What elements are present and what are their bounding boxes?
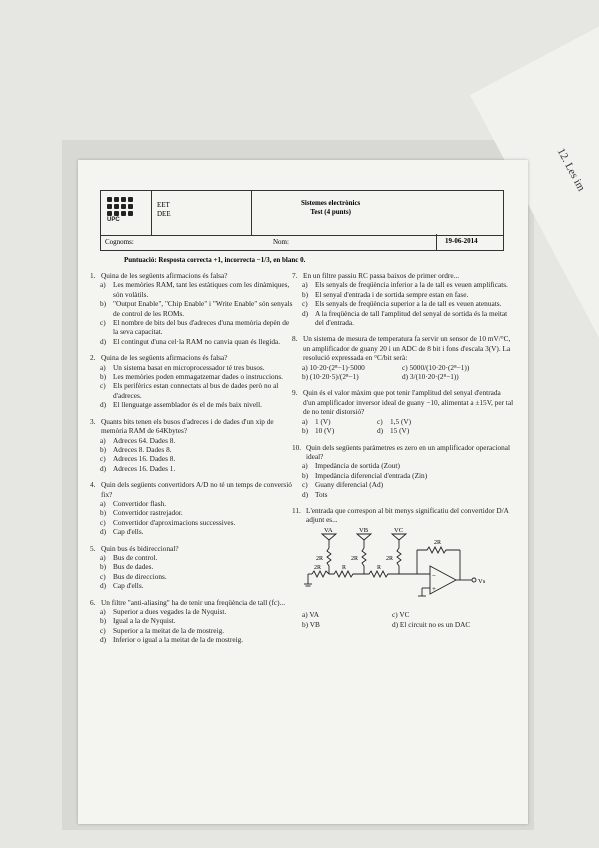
question-9: 9. Quin és el valor màxim que pot tenir l'amplitud del senyal d'entrada d'un amplificador inversor ideal de guany −10, alimentat a ±15V, per tal de no tenir distorsió? a) 1 (V) c) 1,5 (V) b) 10 (V) d) 15 (V) [292,388,514,436]
dac-circuit-diagram [302,528,497,604]
answer-option [90,581,295,590]
right-column [292,271,514,636]
svg-text:2R: 2R [316,555,324,562]
option-text: Impedància diferencial d'entrada (Zin) [315,470,428,480]
answer-option [90,454,295,463]
answer-option [90,499,295,508]
question-number: 1. [90,271,96,280]
question-11-text: L'entrada que correspon al bit menys significatiu del convertidor D/A adjunt es... [306,505,509,525]
svg-text:2R: 2R [351,555,359,562]
question-text: Quina de les següents afirmacions és falsa? [101,271,228,280]
question-text: Quin dels següents convertidors A/D no té un temps de conversió fix? [101,480,292,499]
option-letter: c) [100,625,106,635]
subject-block [301,199,360,217]
option-letter: d) [302,489,309,499]
option-text: A la freqüència de tall l'amplitud del senyal de sortida és la meitat del d'entrada. [315,308,508,328]
option-text: Impedància de sortida (Zout) [315,461,400,471]
answer-option [90,508,295,517]
exam-date: 19-06-2014 [445,237,478,245]
option-text: Les memòries poden emmagatzemar dades o instruccions. [113,372,284,382]
answer-option [90,372,295,381]
left-column [90,271,295,652]
option-text: Bus de control. [113,552,158,562]
answer-option [90,299,295,318]
q11-option-b: b) VB [302,619,320,629]
answer-option [90,562,295,571]
option-letter: d) [302,308,309,318]
question-10: 10. Quin dels següents paràmetres es zero en un amplificador operacional ideal? a) Impedància de sortida (Zout) b) Impedància diferencial d'entrada (Zin) c) Guany diferencial (Ad) d) Tots [292,443,514,499]
option-letter: b) [100,299,107,309]
answer-option [90,400,295,409]
option-text: Adreces 16. Dades 8. [113,454,176,464]
option-text: Cap d'ells. [113,581,144,591]
answer-option [90,445,295,454]
answer-option [90,381,295,400]
answer-option [90,626,295,635]
answer-option [90,607,295,616]
answer-option [90,553,295,562]
option-letter: a) [100,607,106,616]
svg-text:2R: 2R [314,564,322,571]
question-text: Quants bits tenen els busos d'adreces i de dades d'un xip de memòria RAM de 64Kbytes? [101,416,274,436]
q8-option-a: a) 10·20·(2⁸−1)·5000 [302,362,365,372]
name-bar [100,234,504,251]
option-letter: b) [302,289,309,299]
option-letter: c) [100,571,106,581]
question-8: 8. Un sistema de mesura de temperatura fa servir un sensor de 10 mV/°C, un amplificador de guany 20 i un ADC de 8 bit i fons d'escala 3(V). La resolució expressada en °C/bit serà: a) 10·20·(2⁸−1)·5000 c) 5000/(10·20·(2⁸−1)) b) (10·20·5)/(2⁸−1) d) 3/(10·20·(2⁸−1)) [292,334,514,381]
q11-option-a: a) VA [302,610,319,620]
option-text: Convertidor flash. [113,498,167,508]
option-text: Els senyals de freqüència inferior a la de tall es veuen amplificats. [315,280,508,290]
q9-option-c: 1,5 (V) [390,416,412,426]
option-letter: d) [100,581,107,591]
option-text: Superior a dues vegades la de Nyquist. [113,607,227,616]
answer-option [90,572,295,581]
question-11: 11. L'entrada que correspon al bit menys significatiu del convertidor D/A adjunt es... − + VA VB VC 2R 2R 2R 2R R R 2R Vs a) VA c) VC b) VB d) El circuit no es un DAC [292,506,514,629]
exam-sheet [78,160,528,824]
q11-option-c: c) VC [392,610,410,620]
answer-option [90,518,295,527]
q8-option-b: b) (10·20·5)/(2⁸−1) [302,372,359,382]
option-letter: a) [100,552,106,562]
option-text: El senyal d'entrada i de sortida sempre estan en fase. [315,289,469,299]
option-text: Igual a la de Nyquist. [113,616,176,626]
answer-option [292,490,514,499]
second-sheet-text: 12. Les im [554,146,588,194]
option-letter: a) [100,280,106,290]
option-text: Els senyals de freqüència superior a la de tall es veuen atenuats. [315,299,502,309]
option-letter: b) [100,444,107,454]
question-1 [90,271,295,346]
answer-option [292,471,514,480]
question-10-text: Quin dels següents paràmetres es zero en un amplificador operacional ideal? [306,442,511,461]
option-text: Convertidor rastrejador. [113,508,183,518]
option-letter: d) [100,336,107,346]
option-text: Cap d'ells. [113,527,144,537]
answer-option [292,280,514,289]
option-text: Un sistema basat en microprocessador té tres busos. [113,362,265,372]
q9-option-d: 15 (V) [390,426,410,436]
option-text: El contingut d'una cel·la RAM no canvia quan és llegida. [113,336,281,346]
svg-text:−: − [432,571,436,580]
option-letter: d) [100,635,107,645]
question-4 [90,480,295,536]
option-letter: b) [100,616,107,626]
q9-option-a: 1 (V) [315,416,331,426]
option-text: El nombre de bits del bus d'adreces d'una memòria depèn de la seva capacitat. [113,318,290,337]
question-number: 5. [90,543,96,553]
question-5 [90,544,295,591]
answer-option [292,290,514,299]
answer-option [292,461,514,470]
question-number: 4. [90,480,96,490]
test-title: Test (4 punts) [310,208,351,216]
logo-text: UPC [107,217,120,223]
code-1: EET [157,201,170,209]
university-logo [107,197,141,223]
input-vc-label: VC [394,527,404,534]
option-text: Adreces 64. Dades 8. [113,435,176,445]
option-text: El llenguatge assemblador és el de més baix nivell. [113,400,262,410]
question-7-text: En un filtre passiu RC passa baixos de primer ordre... [303,271,460,280]
name-label: Nom: [273,238,289,246]
answer-option [90,464,295,473]
option-text: Guany diferencial (Ad) [315,480,384,490]
option-letter: c) [302,299,308,309]
option-text: Bus de dades. [113,562,154,572]
question-text: Quina de les següents afirmacions és falsa? [101,353,228,363]
scoring-rule: Puntuació: Resposta correcta +1, incorrecta −1/3, en blanc 0. [124,256,306,264]
option-letter: d) [100,400,107,410]
question-2 [90,353,295,409]
option-letter: a) [100,498,106,508]
code-2: DEE [157,210,171,218]
input-vb-label: VB [359,527,369,534]
question-8-text: Un sistema de mesura de temperatura fa servir un sensor de 10 mV/°C, un amplificador de guany 20 i un ADC de 8 bit i fons d'escala 3(V). La resolució expressada en °C/bit serà: [303,334,511,363]
question-text: Quin bus és bidireccional? [101,543,179,553]
option-text: Bus de direccions. [113,571,167,581]
option-letter: b) [302,470,309,480]
answer-option [90,318,295,337]
question-9-text: Quin és el valor màxim que pot tenir l'amplitud del senyal d'entrada d'un amplificador inversor ideal de guany −10, alimentat a ±15V, per tal de no tenir distorsió? [303,388,514,417]
q8-option-d: d) 3/(10·20·(2⁸−1)) [402,372,459,382]
option-letter: c) [100,517,106,527]
option-letter: a) [302,461,308,471]
exam-header [100,190,504,236]
q8-option-c: c) 5000/(10·20·(2⁸−1)) [402,362,470,372]
option-letter: a) [100,362,106,372]
option-text: Els perifèrics estan connectats al bus de dades però no al d'adreces. [113,381,279,400]
answer-option [90,527,295,536]
option-letter: b) [100,508,107,518]
q11-option-d: d) El circuit no es un DAC [392,619,471,629]
option-letter: c) [100,381,106,391]
option-text: Les memòries RAM, tant les estàtiques com les dinàmiques, són volàtils. [113,280,290,299]
question-text: Un filtre "anti-aliasing" ha de tenir una freqüència de tall (fc)... [101,597,286,607]
question-7: 7. En un filtre passiu RC passa baixos de primer ordre... a) Els senyals de freqüència inferior a la de tall es veuen amplificats. b) El senyal d'entrada i de sortida sempre estan en fase. c) Els senyals de freqüència superior a la de tall es veuen atenuats. d) A la freqüència de tall l'amplitud del senyal de sortida és la meitat del d'entrada. [292,271,514,327]
option-text: Adreces 8. Dades 8. [113,444,172,454]
svg-text:R: R [377,564,382,571]
answer-option [90,337,295,346]
answer-option [90,363,295,372]
answer-option [90,616,295,625]
question-number: 6. [90,597,96,607]
option-text: Adreces 16. Dades 1. [113,463,176,473]
option-letter: c) [100,318,106,328]
option-letter: a) [100,435,106,445]
subject-title: Sistemes electrònics [301,199,361,207]
answer-option [90,436,295,445]
q9-option-b: 10 (V) [315,426,335,436]
svg-text:2R: 2R [386,555,394,562]
output-vs-label: Vs [478,577,486,585]
option-text: "Output Enable", "Chip Enable" i "Write Enable" són senyals de control de les ROMs. [113,299,293,318]
svg-text:+: + [432,584,436,593]
answer-option [292,480,514,489]
option-letter: a) [302,280,308,290]
option-text: Tots [315,489,328,499]
option-letter: c) [100,454,106,464]
option-letter: d) [100,463,107,473]
option-letter: d) [100,527,107,537]
option-text: Inferior o igual a la meitat de la de mostreig. [113,635,244,645]
surname-label: Cognoms: [105,238,134,246]
question-6 [90,598,295,645]
option-letter: b) [100,372,107,382]
answer-option [90,635,295,644]
svg-text:R: R [342,564,347,571]
input-va-label: VA [324,527,333,534]
svg-text:2R: 2R [434,539,442,546]
option-letter: c) [302,480,308,490]
question-3 [90,417,295,473]
option-letter: b) [100,562,107,572]
department-codes [157,201,171,219]
question-number: 2. [90,353,96,363]
answer-option [292,299,514,308]
question-number: 3. [90,416,96,426]
option-text: Superior a la meitat de la de mostreig. [113,625,225,635]
answer-option [90,280,295,299]
answer-option [292,309,514,328]
option-text: Convertidor d'aproximacions successives. [113,517,236,527]
